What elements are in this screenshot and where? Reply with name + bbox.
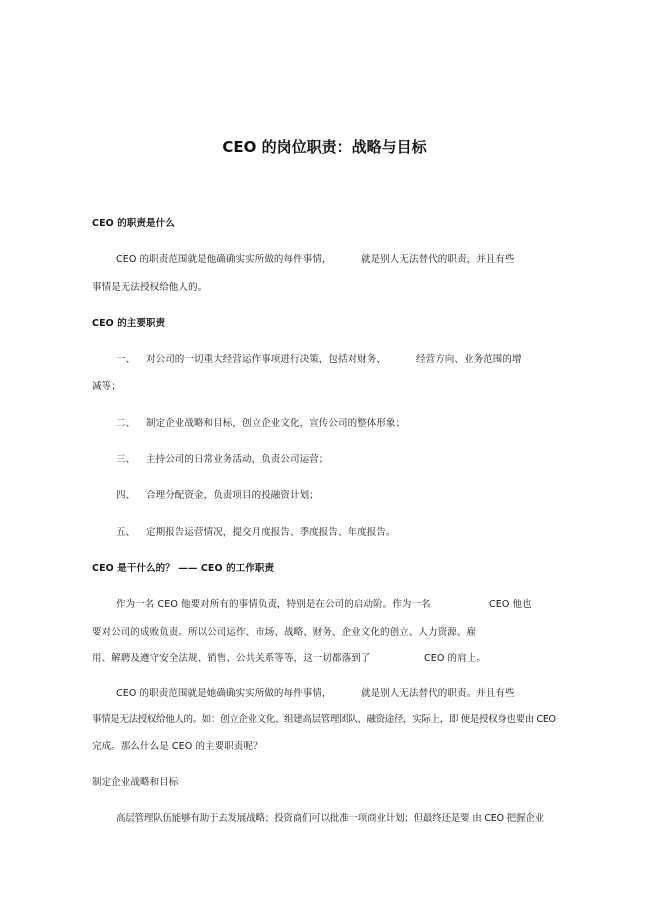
list-item-text: 经营方向、业务范围的增 — [416, 354, 522, 365]
list-item-text: 定期报告运营情况，提交月度报告、季度报告、年度报告。 — [146, 527, 396, 538]
section-heading-ceo-work: CEO 是干什么的？ —— CEO 的工作职责 — [92, 563, 275, 574]
paragraph-text: 就是别人无法替代的职责，并且有些 — [361, 254, 515, 265]
paragraph-text: 高层管理队伍能够有助于去发展战略；投资商们可以批准一项商业计划；但最终还是要 由 CEO 把握企业 — [116, 813, 544, 824]
paragraph-text: CEO 的职责范围就是他确确实实所做的每件事情， — [116, 254, 332, 265]
list-item-text: 对公司的一切重大经营运作事项进行决策，包括对财务、 — [146, 354, 387, 365]
list-item-text: 减等； — [92, 381, 121, 392]
list-item-number: 二、 — [116, 418, 136, 429]
paragraph-text: 就是别人无法替代的职责。并且有些 — [361, 688, 515, 699]
paragraph-text: CEO 的肩上。 — [424, 653, 486, 664]
section-heading-ceo-duties: CEO 的职责是什么 — [92, 218, 175, 229]
document-title: CEO 的岗位职责：战略与目标 — [222, 138, 427, 156]
section-heading-strategy: 制定企业战略和目标 — [92, 777, 179, 788]
paragraph-text: 用、解聘及遵守安全法规、销售、公共关系等等，这一切都落到了 — [92, 653, 371, 664]
paragraph-text: 事情是无法授权给他人的。 — [92, 282, 208, 293]
paragraph-text: 要对公司的成败负责。所以公司运作、市场、战略、财务、企业文化的创立、人力资源、雇 — [92, 627, 477, 638]
list-item-number: 五、 — [116, 527, 136, 538]
paragraph-text: CEO 的职责范围就是她确确实实所做的每件事情， — [116, 688, 332, 699]
paragraph-text: 作为一名 CEO 他要对所有的事情负责，特别是在公司的启动阶。作为一名 — [116, 599, 431, 610]
paragraph-text: 事情是无法授权给他人的。如：创立企业文化、组建高层管理团队、融资途径，实际上，即 便是授权身也要由 CEO — [92, 714, 556, 725]
paragraph-text: CEO 他也 — [489, 599, 532, 610]
list-item-number: 三、 — [116, 454, 136, 465]
list-item-text: 合理分配资金，负责项目的投融资计划； — [146, 490, 319, 501]
paragraph-text: 完成。那么什么是 CEO 的主要职责呢？ — [92, 741, 263, 752]
list-item-number: 四、 — [116, 490, 136, 501]
section-heading-main-duties: CEO 的主要职责 — [92, 318, 166, 329]
list-item-text: 制定企业战略和目标，创立企业文化，宣传公司的整体形象； — [146, 418, 406, 429]
list-item-number: 一、 — [116, 354, 136, 365]
list-item-text: 主持公司的日常业务活动，负责公司运营； — [146, 454, 329, 465]
